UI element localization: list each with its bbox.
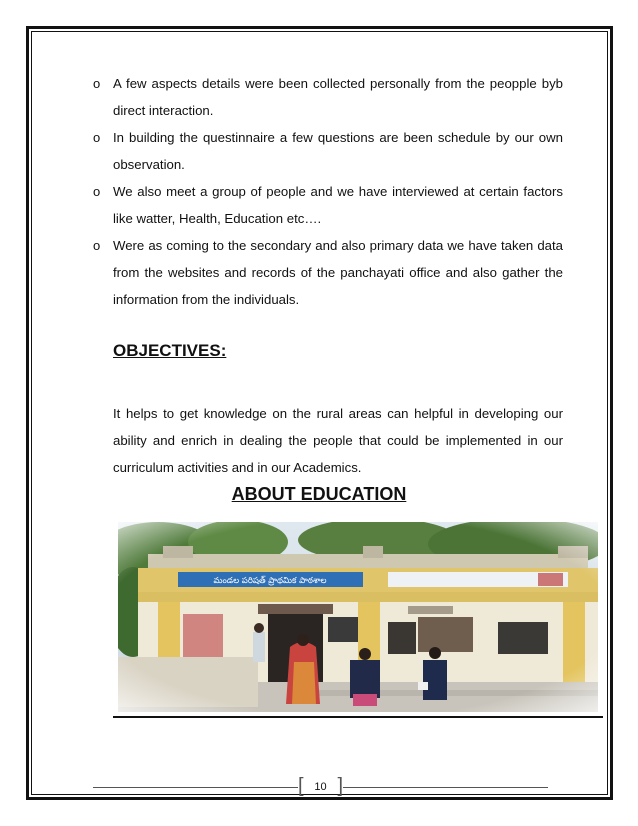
objectives-paragraph: It helps to get knowledge on the rural areas can helpful in developing our ability and enrich in dealing the people that could be implemented in our curriculum activities and in our Academics. [113, 406, 563, 475]
list-item [93, 70, 563, 124]
bracket-left-icon: [ [298, 775, 304, 797]
list-item [93, 178, 563, 232]
photo-vignette [118, 522, 598, 712]
objectives-heading: OBJECTIVES: [113, 341, 227, 360]
bullet-marker: o [93, 238, 101, 253]
school-building-photo [118, 522, 598, 712]
page-number-box [298, 776, 343, 798]
list-item-text: We also meet a group of people and we have interviewed at certain factors like watter, Health, Education etc…. [113, 184, 563, 226]
bullet-marker: o [93, 184, 101, 199]
list-item [93, 124, 563, 178]
about-education-heading: ABOUT EDUCATION [231, 484, 407, 504]
list-item-text: A few aspects details were been collected personally from the peopple byb direct interaction. [113, 76, 563, 118]
list-item-text: Were as coming to the secondary and also primary data we have taken data from the websites and records of the panchayati office and also gather the information from the individuals. [113, 238, 563, 307]
footer-line-left [93, 787, 298, 788]
page-number: 10 [314, 781, 327, 793]
list-item [93, 232, 563, 313]
methodology-list [93, 70, 563, 313]
horizontal-rule [113, 716, 603, 718]
footer-line-right [343, 787, 548, 788]
bullet-marker: o [93, 76, 101, 91]
bullet-marker: o [93, 130, 101, 145]
list-item-text: In building the questinnaire a few questions are been schedule by our own observation. [113, 130, 563, 172]
bracket-right-icon: ] [337, 775, 343, 797]
